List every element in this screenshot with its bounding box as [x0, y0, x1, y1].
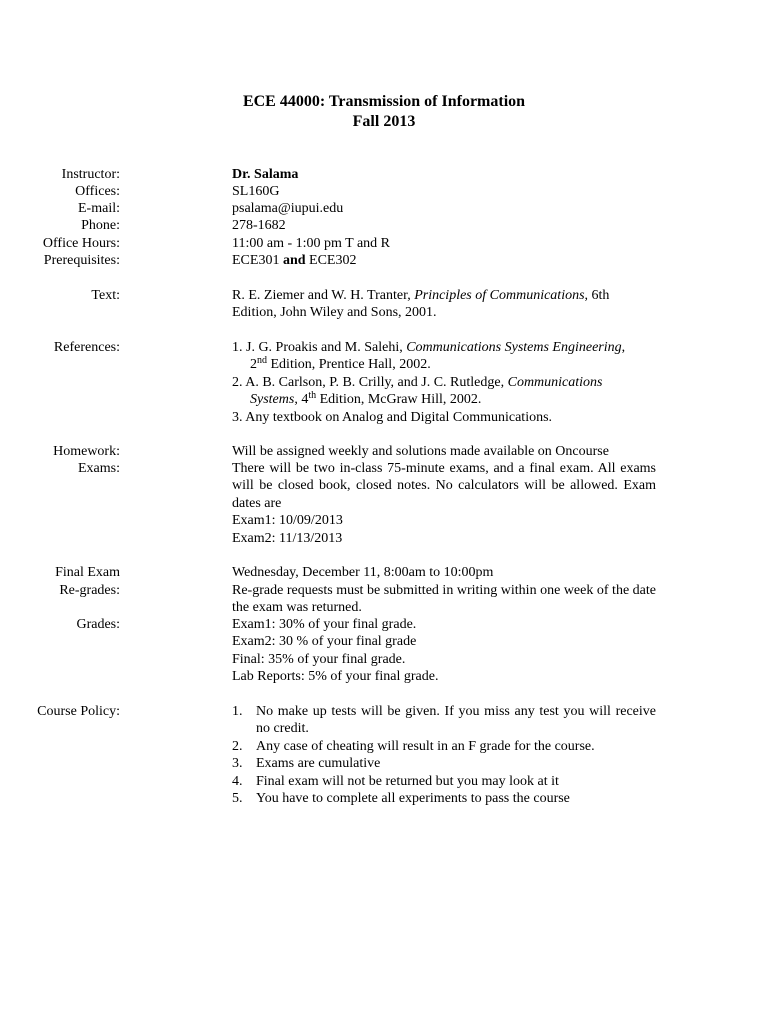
prerequisites-value [232, 252, 656, 269]
instructor-label: Instructor: [61, 167, 120, 182]
homework-label: Homework: [53, 444, 120, 459]
final-exam-value: Wednesday, December 11, 8:00am to 10:00pm [232, 565, 494, 580]
exam2-date: Exam2: 11/13/2013 [232, 530, 343, 546]
textbook-publisher: Edition, John Wiley and Sons, 2001. [232, 305, 437, 321]
regrades-value: Re-grade requests must be submitted in writing within one week of the date the exam was returned. [232, 583, 656, 616]
exams-description: There will be two in-class 75-minute exams, and a final exam. All exams will be closed book, closed notes. No calculators will be allowed. Exam dates are [232, 461, 656, 511]
office-hours-label: Office Hours: [42, 236, 120, 251]
grades-label: Grades: [76, 617, 120, 632]
reference-2: 2. A. B. Carlson, P. B. Crilly, and J. C. Rutledge, Communications [232, 374, 603, 390]
grades-list [232, 616, 656, 686]
exam1-date: Exam1: 10/09/2013 [232, 513, 343, 529]
prerequisites-label: Prerequisites: [43, 253, 120, 268]
homework-value: Will be assigned weekly and solutions made available on Oncourse [232, 444, 609, 459]
policy-item: 2. Any case of cheating will result in an F grade for the course. [232, 738, 595, 754]
references-label: References: [53, 340, 120, 355]
reference-3: 3. Any textbook on Analog and Digital Communications. [232, 409, 553, 425]
offices-label: Offices: [75, 184, 120, 199]
phone-value: 278-1682 [232, 218, 286, 233]
textbook-authors: R. E. Ziemer and W. H. Tranter, [232, 288, 415, 303]
policy-item: 4. Final exam will not be returned but you may look at it [232, 773, 559, 789]
prereq-course-1: ECE301 [232, 253, 280, 268]
references-list [232, 339, 656, 426]
final-exam-label: Final Exam [55, 565, 120, 580]
reference-2-edition: Systems, 4th Edition, McGraw Hill, 2002. [250, 390, 482, 408]
policy-item: 5. You have to complete all experiments to pass the course [232, 791, 570, 807]
grade-item: Lab Reports: 5% of your final grade. [232, 669, 439, 685]
prereq-and: and [282, 253, 306, 268]
email-value: psalama@iupui.edu [232, 201, 344, 216]
course-title: ECE 44000: Transmission of Information [242, 93, 526, 110]
office-hours-value: 11:00 am - 1:00 pm T and R [232, 236, 391, 251]
prereq-course-2: ECE302 [309, 253, 357, 268]
regrades-label: Re-grades: [59, 583, 120, 598]
textbook-value [232, 287, 656, 322]
text-label: Text: [91, 288, 120, 303]
textbook-edition: , 6th [584, 288, 610, 303]
exams-label: Exams: [78, 461, 120, 476]
textbook-title: Principles of Communications [414, 288, 585, 303]
phone-label: Phone: [81, 218, 120, 233]
reference-1: 1. J. G. Proakis and M. Salehi, Communications Systems Engineering, [232, 340, 626, 355]
email-label: E-mail: [78, 201, 120, 216]
grade-item: Exam2: 30 % of your final grade [232, 634, 417, 650]
grade-item: Exam1: 30% of your final grade. [232, 617, 417, 632]
course-policy-list [232, 703, 656, 807]
grade-item: Final: 35% of your final grade. [232, 651, 406, 667]
offices-value: SL160G [232, 184, 280, 199]
policy-item: 1. No make up tests will be given. If you miss any test you will receive no credit. [232, 704, 656, 737]
policy-item: 3. Exams are cumulative [232, 756, 381, 772]
instructor-name: Dr. Salama [232, 167, 299, 182]
course-term: Fall 2013 [352, 113, 416, 130]
reference-1-edition: 2nd Edition, Prentice Hall, 2002. [250, 355, 431, 373]
exams-value [232, 460, 656, 547]
course-policy-label: Course Policy: [37, 704, 120, 719]
